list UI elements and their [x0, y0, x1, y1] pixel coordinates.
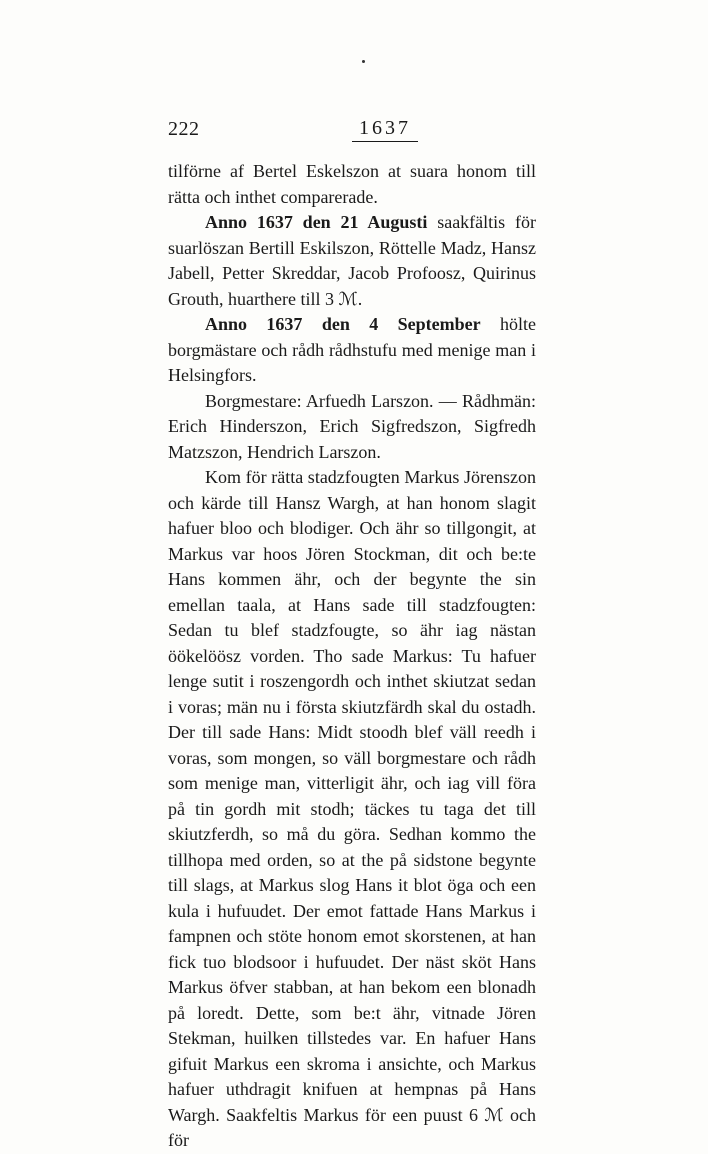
paragraph-text: hölte borgmästare och rådh rådhstufu med menige man i Helsingfors. [168, 314, 536, 385]
paragraph-case-record: Kom för rätta stadzfougten Markus Jörenszon och kärde till Hansz Wargh, at han honom slagit hafuer bloo och blodiger. Och ähr so tillgongit, at Markus var hoos Jören Stockman, dit och be:te Hans kommen ähr, och der begynte the sin emellan taala, at Hans sade till stadzfougten: Sedan tu blef stadzfougte, so ähr iag nästan öökelöösz vorden. Tho sade Markus: Tu hafuer lenge sutit i roszengordh och inthet skiutzat sedan i voras; män nu i första skiutzfärdh skal du ostadh. Der till sade Hans: Midt stoodh blef väll reedh i voras, som mongen, so väll borgmestare och rådh som menige man, vitterligit ähr, och iag vill föra på tin gordh mit stodh; täckes tu taga det till skiutzferdh, so må du göra. Sedhan kommo the tillhopa med orden, so at the på sidstone begynte till slags, at Markus slog Hans it blot öga och een kula i hufuudet. Der emot fattade Hans Markus i fampnen och stöte honom emot skorstenen, at han fick tuo blodsoor i hufuudet. Der näst sköt Hans Markus öfver stabban, at han bekom een blonadh på loredt. Dette, som be:t ähr, vitnade Jören Stekman, huilken tillstedes var. En hafuer Hans gifuit Markus een skroma i ansichte, och Markus hafuer uthdragit knifuen at hempnas på Hans Wargh. Saakfeltis Markus för een puust 6 ℳ och för [168, 467, 536, 1150]
entry-date-heading: Anno 1637 den 21 Augusti [205, 212, 428, 232]
paragraph-entry-august [168, 210, 536, 312]
paragraph-entry-september [168, 312, 536, 389]
body-text [168, 159, 536, 1154]
page-number: 222 [168, 118, 200, 140]
paragraph-text: saakfältis för suarlöszan Bertill Eskilszon, Röttelle Madz, Hansz Jabell, Petter Skreddar, Jacob Profoosz, Quirinus Grouth, huarthere till 3 ℳ. [168, 212, 536, 309]
paragraph-council-members: Borgmestare: Arfuedh Larszon. — Rådhmän: Erich Hinderszon, Erich Sigfredszon, Sigfredh Matzszon, Hendrich Larszon. [168, 390, 536, 462]
running-head-year: 1637 [352, 117, 418, 142]
entry-date-heading: Anno 1637 den 4 September [205, 314, 481, 334]
paragraph-continuation: tilförne af Bertel Eskelszon at suara honom till rätta och inthet comparerade. [168, 161, 536, 207]
ink-speck [362, 60, 365, 63]
